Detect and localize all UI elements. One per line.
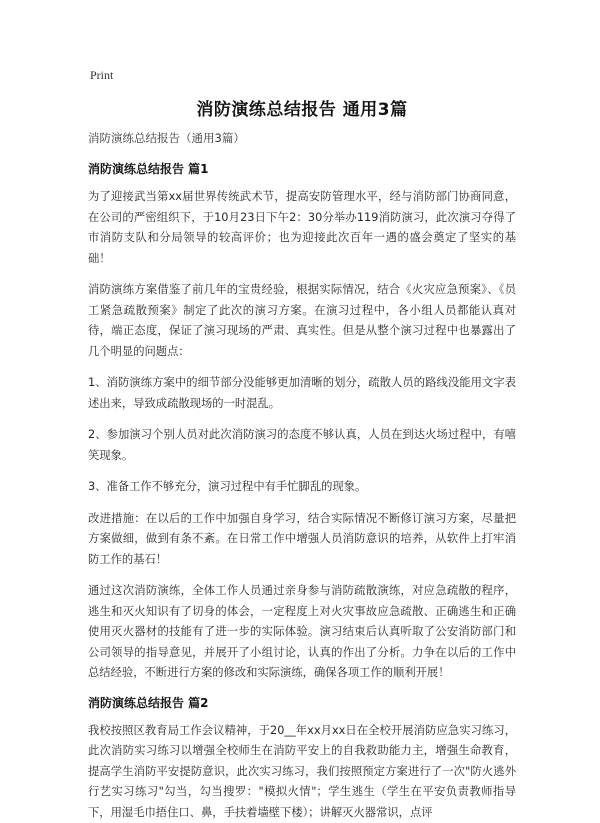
section-1-body — [88, 187, 516, 684]
section-1-paragraph-5: 3、准备工作不够充分，演习过程中有手忙脚乱的现象。 — [88, 477, 516, 498]
section-1-paragraph-7: 通过这次消防演练，全体工作人员通过亲身参与消防疏散演练，对应急疏散的程序，逃生和灭火知识有了切身的体会，一定程度上对火灾事故应急疏散、正确逃生和正确使用灭火器材的技能有了进一步的实际体验。演习结束后认真听取了公安消防部门和公司领导的指导意见，并展开了小组讨论，认真的作出了分析。力争在以后的工作中总结经验，不断进行方案的修改和实际演练，确保各项工作的顺利开展！ — [88, 581, 516, 684]
section-2-body — [88, 721, 516, 823]
section-1-paragraph-4: 2、参加演习个别人员对此次消防演习的态度不够认真，人员在到达火场过程中，有嘻笑现象。 — [88, 425, 516, 466]
section-1-paragraph-2: 消防演练方案借鉴了前几年的宝贵经验，根据实际情况，结合《火灾应急预案》、《员工紧急疏散预案》制定了此次的演习方案。在演习过程中，各小组人员都能认真对待，端正态度，保证了演习现场的严肃、真实性。但是从整个演习过程中也暴露出了几个明显的问题点： — [88, 280, 516, 362]
document-title: 消防演练总结报告 通用3篇 — [88, 95, 516, 120]
section-1-heading: 消防演练总结报告 篇1 — [88, 160, 516, 177]
section-2-paragraph-1: 我校按照区教育局工作会议精神，于20__年xx月xx日在全校开展消防应急实习练习，此次消防实习练习以增强全校师生在消防平安上的自我救助能力主，增强生命教育，提高学生消防平安提防意识，此次实习练习，我们按照预定方案进行了一次"防火逃外行艺实习练习"勾当，勾当搜罗："模拟火情"；学生逃生（学生在平安负责教师指导下，用湿毛巾捂住口、鼻，手扶着墙壁下楼）；讲解灭火器常识，点评 — [88, 721, 516, 823]
section-2-heading: 消防演练总结报告 篇2 — [88, 694, 516, 711]
document-subtitle: 消防演练总结报告（通用3篇） — [88, 130, 516, 146]
section-1 — [88, 160, 516, 684]
section-1-paragraph-1: 为了迎接武当第xx届世界传统武术节，提高安防管理水平，经与消防部门协商同意，在公司的严密组织下，于10月23日下午2：30分举办119消防演习，此次演习夺得了市消防支队和分局领导的较高评价；也为迎接此次百年一遇的盛会奠定了坚实的基础！ — [88, 187, 516, 269]
section-2 — [88, 694, 516, 823]
section-1-paragraph-3: 1、消防演练方案中的细节部分没能够更加清晰的划分，疏散人员的路线没能用文字表述出来，导致成疏散现场的一时混乱。 — [88, 373, 516, 414]
section-1-paragraph-6: 改进措施：在以后的工作中加强自身学习，结合实际情况不断修订演习方案，尽量把方案做细，做到有条不紊。在日常工作中增强人员消防意识的培养，从软件上打牢消防工作的基石！ — [88, 509, 516, 571]
print-label[interactable]: Print — [90, 68, 516, 83]
